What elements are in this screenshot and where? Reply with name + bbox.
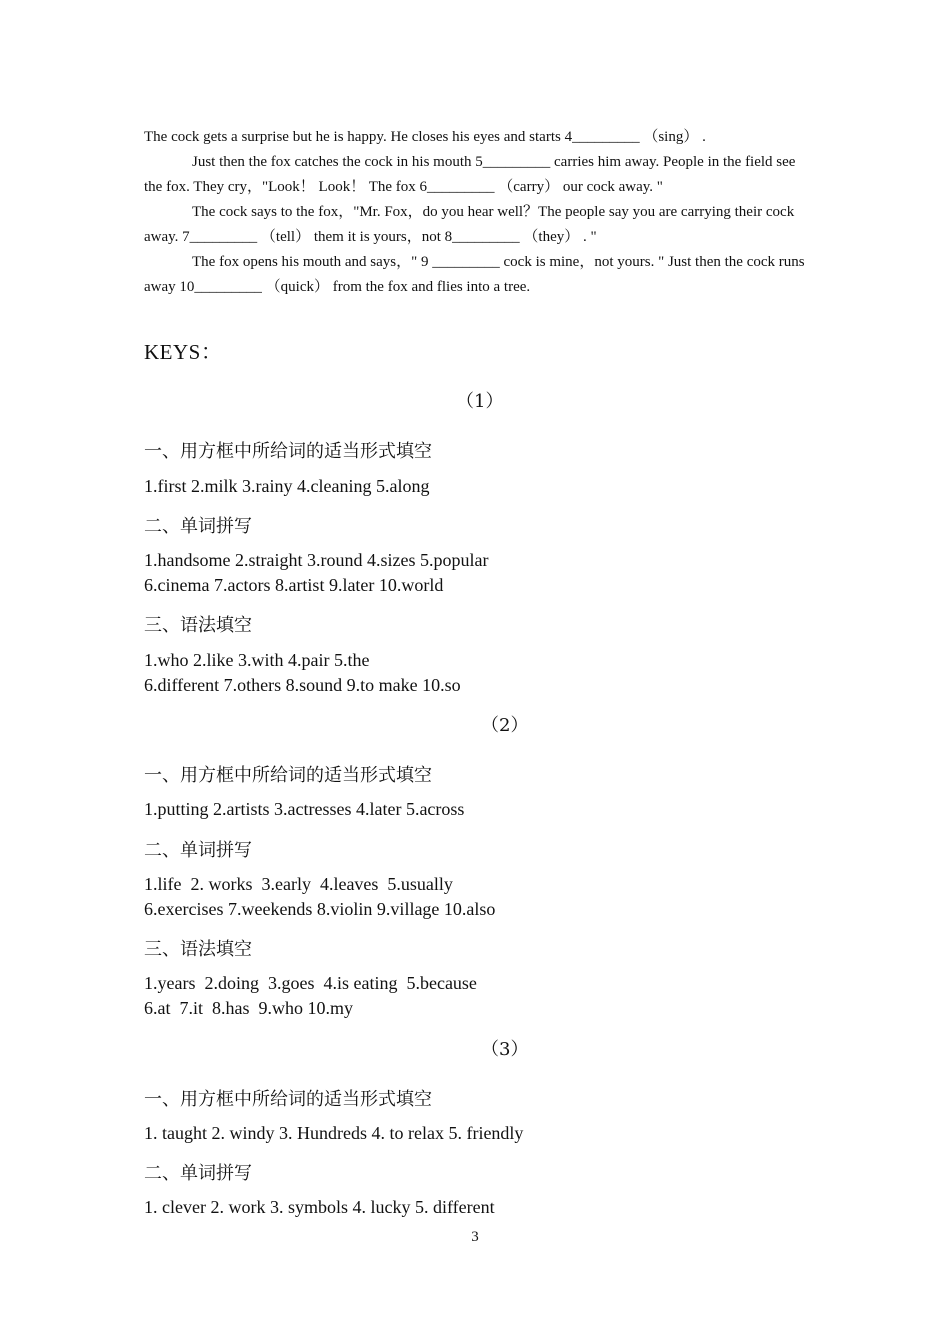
answer-line: 1. clever 2. work 3. symbols 4. lucky 5. different xyxy=(144,1197,495,1217)
section-heading: 二、单词拼写 xyxy=(144,840,252,861)
section-heading: 二、单词拼写 xyxy=(144,1163,252,1184)
section-heading: 三、语法填空 xyxy=(144,615,252,636)
reading-passage xyxy=(144,125,808,300)
answer-block: 1.years 2.doing 3.goes 4.is eating 5.because 6.at 7.it 8.has 9.who 10.my xyxy=(144,973,477,1018)
section-label: （2） xyxy=(481,715,529,736)
keys-title: KEYS： xyxy=(144,340,223,364)
section-heading: 三、语法填空 xyxy=(144,939,252,960)
answer-block: 1.life 2. works 3.early 4.leaves 5.usually 6.exercises 7.weekends 8.violin 9.village 10.also xyxy=(144,874,496,919)
passage-line: The cock gets a surprise but he is happy. He closes his eyes and starts 4_________ （sing） . xyxy=(144,129,706,145)
section-label: （3） xyxy=(481,1039,529,1060)
answer-block: 1.who 2.like 3.with 4.pair 5.the 6.different 7.others 8.sound 9.to make 10.so xyxy=(144,650,461,695)
answer-block: 1.handsome 2.straight 3.round 4.sizes 5.popular 6.cinema 7.actors 8.artist 9.later 10.world xyxy=(144,550,489,595)
answer-line: 1. taught 2. windy 3. Hundreds 4. to relax 5. friendly xyxy=(144,1123,524,1143)
section-heading: 一、用方框中所给词的适当形式填空 xyxy=(144,1089,432,1110)
section-label: （1） xyxy=(456,391,504,412)
passage-paragraph: The cock says to the fox，"Mr. Fox，do you hear well？The people say you are carrying their cock away. 7_________ （tell） them it is yours，not 8_________ （they） . " xyxy=(144,204,795,245)
answer-line: 1.putting 2.artists 3.actresses 4.later 5.across xyxy=(144,799,465,819)
section-heading: 一、用方框中所给词的适当形式填空 xyxy=(144,765,432,786)
passage-paragraph: Just then the fox catches the cock in his mouth 5_________ carries him away. People in the field see the fox. They cry，"Look！ Look！ The fox 6_________ （carry） our cock away. " xyxy=(144,154,796,195)
passage-paragraph: The fox opens his mouth and says，" 9 _________ cock is mine，not yours. " Just then the cock runs away 10_________ （quick） from the fox and flies into a tree. xyxy=(144,254,805,295)
section-heading: 一、用方框中所给词的适当形式填空 xyxy=(144,441,432,462)
answer-line: 1.first 2.milk 3.rainy 4.cleaning 5.along xyxy=(144,476,430,496)
section-heading: 二、单词拼写 xyxy=(144,516,252,537)
page-number: 3 xyxy=(471,1229,479,1245)
